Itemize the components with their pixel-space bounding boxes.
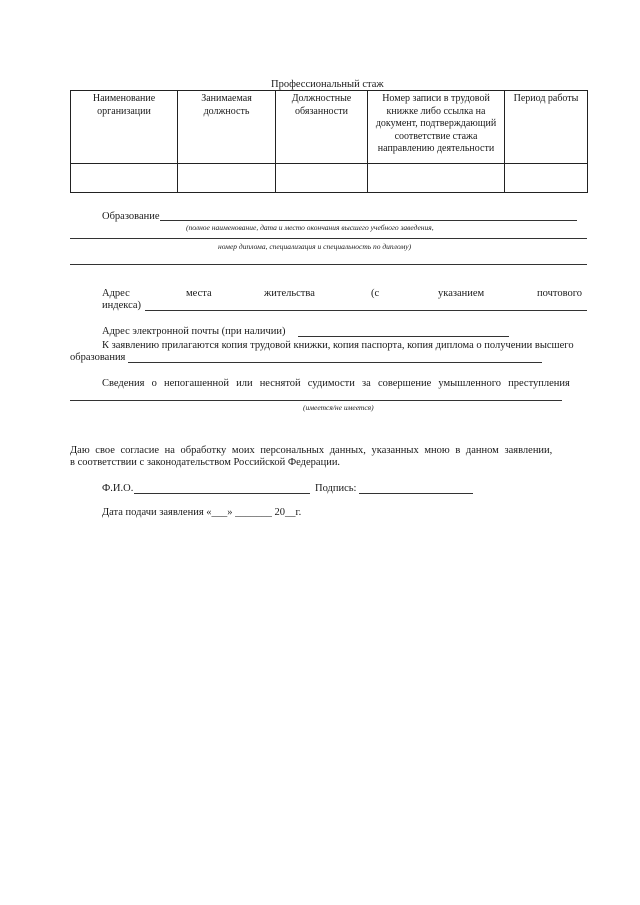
address-word: почтового (537, 288, 583, 299)
conviction-text: Сведения о непогашенной или неснятой судимости за совершение умышленного преступления (102, 378, 570, 389)
attachments-line-2: образования (70, 352, 126, 363)
fio-label: Ф.И.О. (102, 483, 134, 494)
address-field-line[interactable] (145, 310, 587, 311)
email-label: Адрес электронной почты (при наличии) (102, 326, 286, 337)
conviction-field-line[interactable] (70, 400, 562, 401)
address-word: (с (371, 288, 380, 299)
education-field-line-1[interactable] (160, 220, 577, 221)
header-record-number: Номер записи в трудовой книжке либо ссылка на документ, подтверждающий соответствие стажа направлению деятельности (368, 91, 505, 164)
address-word: указанием (438, 288, 485, 299)
header-duties: Должностные обязанности (276, 91, 368, 164)
header-organization: Наименование организации (71, 91, 178, 164)
education-label: Образование (102, 211, 160, 222)
conviction-hint: (имеется/не имеется) (303, 403, 374, 412)
signature-label: Подпись: (315, 483, 357, 494)
education-field-line-2[interactable] (70, 238, 587, 239)
address-word: жительства (264, 288, 315, 299)
table-cell[interactable] (505, 164, 588, 193)
signature-field-line[interactable] (359, 493, 473, 494)
attachments-field-line[interactable] (128, 362, 542, 363)
attachments-line-1: К заявлению прилагаются копия трудовой книжки, копия паспорта, копия диплома о получении высшего (102, 340, 574, 351)
header-period: Период работы (505, 91, 588, 164)
table-cell[interactable] (178, 164, 276, 193)
consent-line-1: Даю свое согласие на обработку моих персональных данных, указанных мною в данном заявлении, (70, 445, 553, 456)
address-word: Адрес (102, 288, 130, 299)
table-header-row (71, 91, 588, 164)
table-cell[interactable] (276, 164, 368, 193)
education-hint-1: (полное наименование, дата и место окончания высшего учебного заведения, (186, 223, 434, 232)
section-title: Профессиональный стаж (271, 79, 384, 90)
email-field-line[interactable] (298, 336, 509, 337)
experience-table (70, 90, 588, 193)
table-row (71, 164, 588, 193)
address-label-line-2: индекса) (102, 300, 142, 311)
submission-date: Дата подачи заявления «___» _______ 20__г. (102, 507, 302, 518)
consent-line-2: в соответствии с законодательством Российской Федерации. (70, 457, 341, 468)
fio-field-line[interactable] (134, 493, 310, 494)
education-field-line-3[interactable] (70, 264, 587, 265)
header-position: Занимаемая должность (178, 91, 276, 164)
address-word: места (186, 288, 212, 299)
table-cell[interactable] (368, 164, 505, 193)
table-cell[interactable] (71, 164, 178, 193)
education-hint-2: номер диплома, специализация и специальность по диплому) (218, 242, 412, 251)
